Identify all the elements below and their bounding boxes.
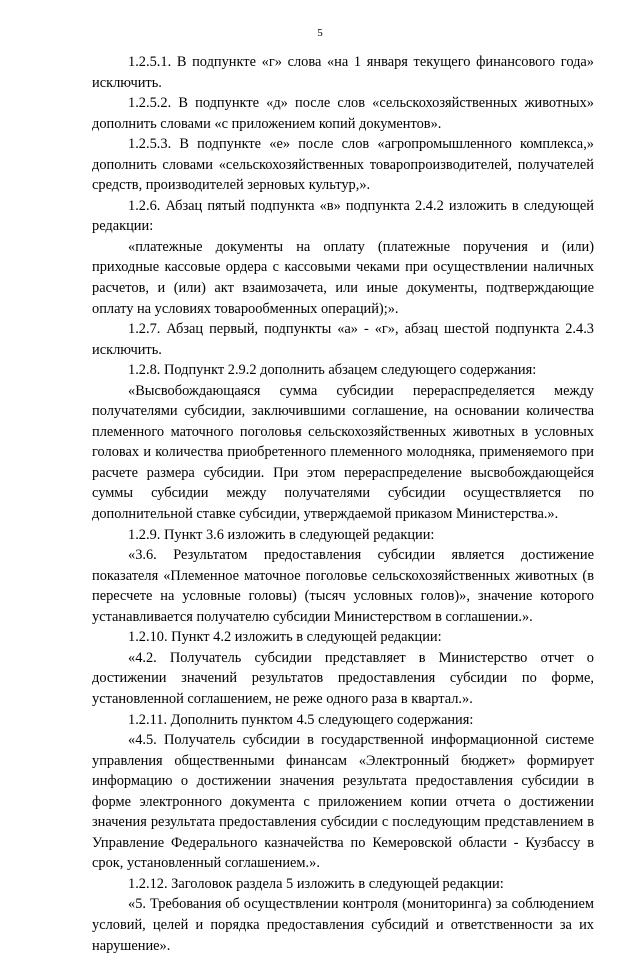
paragraph-1-2-8: 1.2.8. Подпункт 2.9.2 дополнить абзацем следующего содержания:: [128, 362, 537, 379]
paragraph-1-2-6: 1.2.6. Абзац пятый подпункта «в» подпункта 2.4.2 изложить в следующей редакции:: [92, 197, 594, 235]
paragraph-1-2-7: 1.2.7. Абзац первый, подпункты «а» - «г», абзац шестой подпункта 2.4.3 исключить.: [92, 321, 594, 358]
paragraph-1-2-9: 1.2.9. Пункт 3.6 изложить в следующей редакции:: [128, 526, 435, 543]
document-body: [92, 52, 594, 956]
page-number: 5: [317, 27, 323, 39]
paragraph-1-2-12: 1.2.12. Заголовок раздела 5 изложить в следующей редакции:: [128, 875, 504, 892]
paragraph-1-2-10: 1.2.10. Пункт 4.2 изложить в следующей редакции:: [128, 629, 442, 646]
quote-section-5-title: «5. Требования об осуществлении контроля (мониторинга) за соблюдением условий, целей и порядка предоставления субсидий и ответственности за их нарушение».: [92, 896, 594, 954]
quote-payment-documents: «платежные документы на оплату (платежные поручения и (или) приходные кассовые ордера с кассовыми чеками при осуществлении наличных расчетов, и (или) акт взаимозачета, или иные документы, подтверждающие оплату на условиях товарообменных операций);».: [92, 238, 594, 317]
quote-4-2: «4.2. Получатель субсидии представляет в Министерство отчет о достижении значений результатов предоставления субсидии по форме, установленной соглашением, не реже одного раза в квартал.».: [92, 649, 594, 707]
paragraph-1-2-5-3: 1.2.5.3. В подпункте «е» после слов «агропромышленного комплекса,» дополнить словами «сельскохозяйственных товаропроизводителей, получателей средств, производителей зерновых культур,».: [92, 136, 594, 194]
paragraph-1-2-5-1: 1.2.5.1. В подпункте «г» слова «на 1 января текущего финансового года» исключить.: [92, 54, 594, 91]
quote-redistribution: «Высвобождающаяся сумма субсидии перераспределяется между получателями субсидии, заключившими соглашение, на основании количества племенного маточного поголовья сельскохозяйственных животных в условных головах и количества приобретенного племенного молодняка, применяемого при расчете размера субсидии. При этом перераспределение высвобождающейся суммы субсидии между получателями субсидии осуществляется по дополнительной ставке субсидии, утверждаемой приказом Министерства.».: [92, 382, 594, 523]
quote-3-6: «3.6. Результатом предоставления субсидии является достижение показателя «Племенное маточное поголовье сельскохозяйственных животных (в пересчете на условные головы) (тысяч условных голов)», значение которого устанавливается получателю субсидии Министерством в соглашении.».: [92, 547, 594, 625]
paragraph-1-2-11: 1.2.11. Дополнить пунктом 4.5 следующего содержания:: [128, 711, 474, 728]
paragraph-1-2-5-2: 1.2.5.2. В подпункте «д» после слов «сельскохозяйственных животных» дополнить словами «с приложением копий документов».: [92, 95, 594, 132]
quote-4-5: «4.5. Получатель субсидии в государственной информационной системе управления общественными финансам «Электронный бюджет» формирует информацию о достижении значения результата предоставления субсидии в форме электронного документа с приложением копии отчета о достижении значения результата предоставления субсидии с последующим представлением в Управление Федерального казначейства по Кемеровской области - Кузбассу в срок, установленный соглашением.».: [92, 732, 594, 872]
